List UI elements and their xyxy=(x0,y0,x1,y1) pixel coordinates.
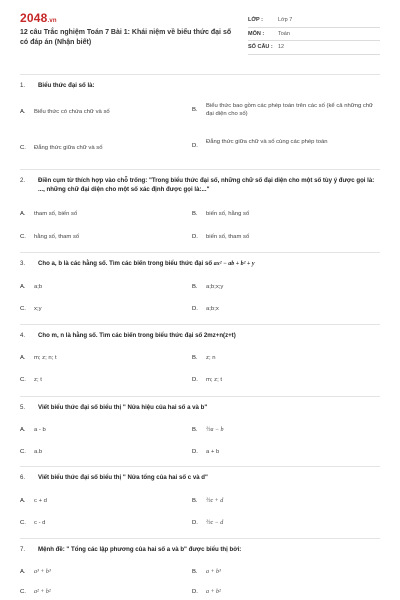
option-b[interactable] xyxy=(192,568,374,576)
header xyxy=(0,0,400,62)
option-text: Đẳng thức giữa chữ và số cùng các phép toán xyxy=(206,139,328,145)
option-letter: A. xyxy=(20,355,26,361)
question-2 xyxy=(20,177,382,195)
option-text: hằng số, tham số xyxy=(34,234,80,240)
option-b[interactable] xyxy=(192,283,374,291)
question-text: Biểu thức đại số là: xyxy=(38,82,95,89)
info-label: MÔN : xyxy=(248,30,265,37)
option-text: a;b;x;y xyxy=(206,284,224,290)
info-table xyxy=(248,14,380,55)
question-number: 3. xyxy=(20,260,26,267)
question-number: 1. xyxy=(20,82,26,89)
page-title: 12 câu Trắc nghiệm Toán 7 Bài 1: Khái niệm về biểu thức đại số có đáp án (Nhận biết) xyxy=(20,29,232,46)
option-a[interactable] xyxy=(20,497,180,505)
math-expression: ax² − ab + b² + y xyxy=(213,261,255,267)
option-text: m; z; n; t xyxy=(34,355,57,361)
info-row-class xyxy=(248,14,380,28)
option-text: Biểu thức bao gồm các phép toán trên các số (kể cả những chữ đại diện cho số) xyxy=(206,103,374,118)
option-text: tham số, biến số xyxy=(34,211,78,217)
option-text: a + b² xyxy=(206,589,221,595)
info-value: Lớp 7 xyxy=(278,17,293,24)
option-letter: D. xyxy=(192,589,198,595)
option-letter: B. xyxy=(192,498,198,504)
option-text: a + b xyxy=(206,449,220,455)
info-label: LỚP : xyxy=(248,17,263,24)
option-d[interactable] xyxy=(192,519,374,527)
option-b[interactable] xyxy=(192,497,374,505)
option-a[interactable] xyxy=(20,283,180,291)
divider xyxy=(20,396,380,397)
option-text: a;b xyxy=(34,284,43,290)
option-letter: C. xyxy=(20,377,26,383)
option-b[interactable] xyxy=(192,354,374,362)
option-c[interactable] xyxy=(20,305,180,313)
divider xyxy=(20,538,380,539)
option-letter: C. xyxy=(20,520,26,526)
info-row-count xyxy=(248,41,380,55)
info-value: 12 xyxy=(278,44,285,51)
option-d[interactable] xyxy=(192,233,374,241)
option-letter: B. xyxy=(192,107,198,113)
divider xyxy=(20,466,380,467)
option-a[interactable] xyxy=(20,426,180,434)
option-letter: C. xyxy=(20,145,26,151)
option-letter: A. xyxy=(20,427,26,433)
option-letter: D. xyxy=(192,143,198,149)
option-text: Biểu thức có chứa chữ và số xyxy=(34,109,110,115)
option-letter: D. xyxy=(192,520,198,526)
option-a[interactable] xyxy=(20,210,180,218)
logo-sub: .vn xyxy=(47,18,57,24)
option-text: ½c − d xyxy=(206,520,224,526)
option-text: m; z; t xyxy=(206,377,223,383)
info-row-subject xyxy=(248,28,380,42)
option-letter: B. xyxy=(192,211,198,217)
option-b[interactable] xyxy=(192,102,374,118)
option-letter: D. xyxy=(192,306,198,312)
option-d[interactable] xyxy=(192,376,374,384)
option-letter: D. xyxy=(192,234,198,240)
question-3 xyxy=(20,260,382,269)
question-7 xyxy=(20,546,382,555)
question-number: 5. xyxy=(20,404,26,411)
question-number: 6. xyxy=(20,474,26,481)
option-letter: B. xyxy=(192,284,198,290)
option-letter: C. xyxy=(20,306,26,312)
option-letter: D. xyxy=(192,449,198,455)
info-value: Toán xyxy=(278,30,290,37)
option-letter: A. xyxy=(20,569,26,575)
question-text: Viết biểu thức đại số biểu thị " Nửa hiệu của hai số a và b" xyxy=(38,404,208,411)
option-text: a³ + b³ xyxy=(34,569,51,575)
option-letter: B. xyxy=(192,355,198,361)
question-text: Điền cụm từ thích hợp vào chỗ trống: "Trong biểu thức đại số, những chữ số đại diện cho một số tùy ý được gọi là: ..., những chữ đại diện cho một số xác định được gọi là:..." xyxy=(38,177,375,193)
option-letter: C. xyxy=(20,589,26,595)
option-text: a + b³ xyxy=(206,569,221,575)
option-a[interactable] xyxy=(20,108,180,116)
question-4 xyxy=(20,332,382,341)
option-letter: B. xyxy=(192,427,198,433)
logo-main: 2048 xyxy=(20,11,48,25)
question-number: 7. xyxy=(20,546,26,553)
option-letter: A. xyxy=(20,498,26,504)
option-letter: D. xyxy=(192,377,198,383)
option-letter: C. xyxy=(20,234,26,240)
option-text: c + d xyxy=(34,498,47,504)
question-5 xyxy=(20,404,382,413)
divider xyxy=(20,252,380,253)
option-text: a;b;x xyxy=(206,306,219,312)
option-text: a - b xyxy=(34,427,46,433)
question-text: Cho a, b là các hằng số. Tìm các biến trong biểu thức đại số xyxy=(38,260,213,267)
option-text: a² + b² xyxy=(34,589,51,595)
option-c[interactable] xyxy=(20,376,180,384)
option-text: z; t xyxy=(34,377,42,383)
divider xyxy=(20,324,380,325)
option-c[interactable] xyxy=(20,519,180,527)
option-letter: A. xyxy=(20,284,26,290)
option-text: c - d xyxy=(34,520,46,526)
option-c[interactable] xyxy=(20,233,180,241)
option-d[interactable] xyxy=(192,588,374,596)
divider xyxy=(20,74,380,75)
question-text: Cho m, n là hằng số. Tìm các biến trong biểu thức đại số 2mz+n(z+t) xyxy=(38,332,236,339)
option-c[interactable] xyxy=(20,588,180,596)
option-text: biến số, tham số xyxy=(206,234,250,240)
option-a[interactable] xyxy=(20,568,180,576)
option-d[interactable] xyxy=(192,138,374,150)
question-number: 4. xyxy=(20,332,26,339)
option-letter: A. xyxy=(20,109,26,115)
option-a[interactable] xyxy=(20,354,180,362)
divider xyxy=(20,169,380,170)
question-text: Viết biểu thức đại số biểu thị " Nửa tổng của hai số c và d" xyxy=(38,474,208,481)
question-6 xyxy=(20,474,382,483)
question-text: Mệnh đề: " Tổng các lập phương của hai số a và b" được biểu thị bởi: xyxy=(38,546,242,553)
option-d[interactable] xyxy=(192,448,374,456)
option-letter: B. xyxy=(192,569,198,575)
option-c[interactable] xyxy=(20,448,180,456)
info-label: SỐ CÂU : xyxy=(248,44,273,51)
option-b[interactable] xyxy=(192,210,374,218)
site-logo[interactable] xyxy=(20,11,57,25)
option-text: z; n xyxy=(206,355,216,361)
question-number: 2. xyxy=(20,177,26,184)
option-letter: C. xyxy=(20,449,26,455)
option-text: Đẳng thức giữa chữ và số xyxy=(34,145,103,151)
option-letter: A. xyxy=(20,211,26,217)
option-d[interactable] xyxy=(192,305,374,313)
option-text: ½c + d xyxy=(206,498,224,504)
option-b[interactable] xyxy=(192,426,374,434)
option-text: ½a − b xyxy=(206,427,224,433)
option-text: a.b xyxy=(34,449,43,455)
question-1 xyxy=(20,82,382,91)
option-text: x;y xyxy=(34,306,42,312)
option-text: biến số, hằng số xyxy=(206,211,250,217)
option-c[interactable] xyxy=(20,144,180,152)
